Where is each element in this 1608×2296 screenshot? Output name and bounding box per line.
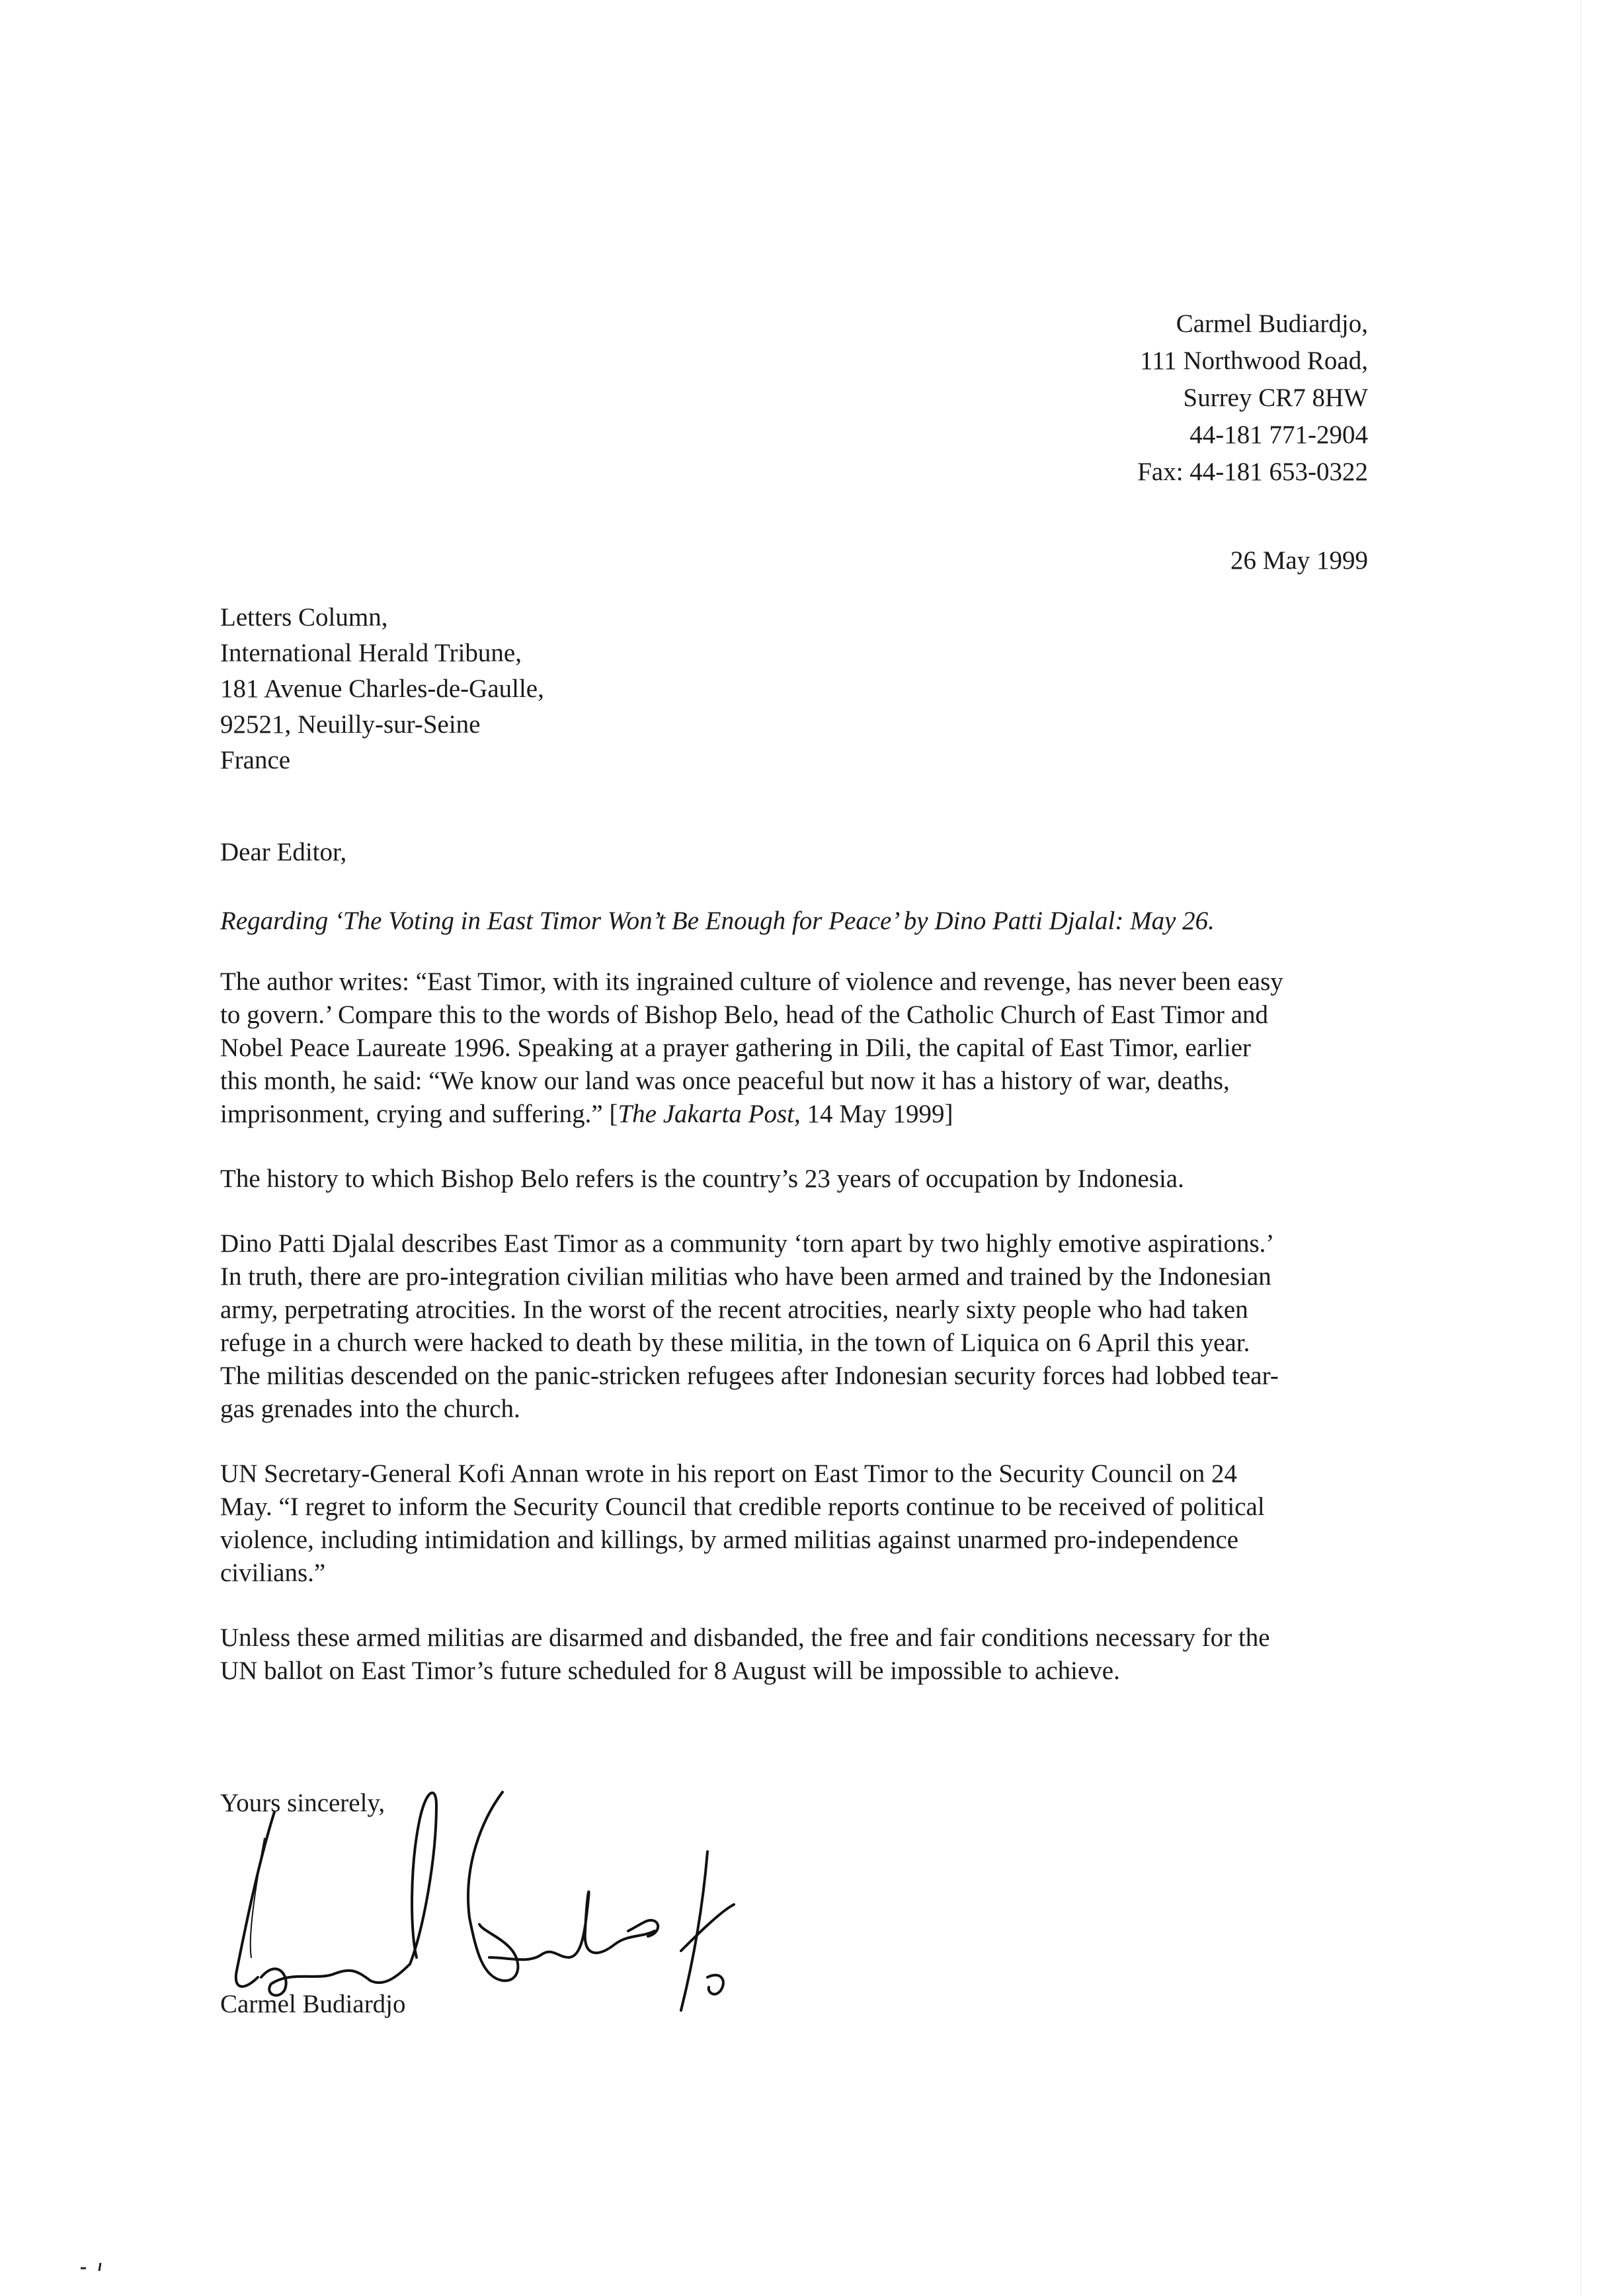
- body-line: [220, 1098, 1371, 1131]
- body-line: refuge in a church were hacked to death by these militia, in the town of Liquica on 6 April this year.: [220, 1329, 1250, 1357]
- sender-name: Carmel Budiardjo,: [1176, 309, 1368, 338]
- body-line: UN ballot on East Timor’s future scheduled for 8 August will be impossible to achieve.: [220, 1657, 1120, 1685]
- paragraph-5: [220, 1621, 1371, 1688]
- closing: Yours sincerely,: [220, 1789, 385, 1817]
- body-line: UN Secretary-General Kofi Annan wrote in his report on East Timor to the Security Council on 24: [220, 1459, 1238, 1488]
- body-text: imprisonment, crying and suffering.” [: [220, 1100, 618, 1128]
- body-line: The militias descended on the panic-stricken refugees after Indonesian security forces had lobbed tear-: [220, 1362, 1279, 1390]
- body-line: violence, including intimidation and killings, by armed militias against unarmed pro-independence: [220, 1526, 1239, 1554]
- body-line: Unless these armed militias are disarmed and disbanded, the free and fair conditions necessary for the: [220, 1623, 1270, 1652]
- recipient-line-5: France: [220, 746, 291, 774]
- page-edge: [1580, 0, 1582, 2296]
- body-line: to govern.’ Compare this to the words of Bishop Belo, head of the Catholic Church of East Timor and: [220, 1001, 1269, 1029]
- sender-city: Surrey CR7 8HW: [1183, 384, 1368, 412]
- paragraph-1: [220, 965, 1371, 1131]
- recipient-line-4: 92521, Neuilly-sur-Seine: [220, 710, 481, 739]
- citation-title: The Jakarta Post,: [618, 1100, 801, 1128]
- salutation: Dear Editor,: [220, 838, 347, 866]
- sender-phone: 44-181 771-2904: [1189, 421, 1368, 449]
- body-line: Nobel Peace Laureate 1996. Speaking at a prayer gathering in Dili, the capital of East Timor, earlier: [220, 1034, 1251, 1062]
- paragraph-2: [220, 1163, 1371, 1196]
- body-line: army, perpetrating atrocities. In the worst of the recent atrocities, nearly sixty people who had taken: [220, 1295, 1248, 1324]
- body-line: In truth, there are pro-integration civilian militias who have been armed and trained by the Indonesian: [220, 1262, 1271, 1291]
- body-text: 14 May 1999]: [800, 1100, 953, 1128]
- body-line: May. “I regret to inform the Security Council that credible reports continue to be received of political: [220, 1493, 1265, 1521]
- recipient-line-1: Letters Column,: [220, 603, 388, 632]
- body-line: The history to which Bishop Belo refers is the country’s 23 years of occupation by Indonesia.: [220, 1165, 1184, 1193]
- signer-name: Carmel Budiardjo: [220, 1990, 406, 2018]
- body-line: this month, he said: “We know our land was once peaceful but now it has a history of war, deaths,: [220, 1067, 1230, 1095]
- sender-fax: Fax: 44-181 653-0322: [1137, 458, 1368, 486]
- paragraph-3: [220, 1227, 1371, 1426]
- body-line: civilians.”: [220, 1559, 326, 1587]
- body-line: gas grenades into the church.: [220, 1395, 520, 1423]
- scan-mark-icon: [79, 2260, 106, 2274]
- letter-body: [220, 965, 1371, 1719]
- body-line: The author writes: “East Timor, with its ingrained culture of violence and revenge, has never been easy: [220, 967, 1283, 996]
- regarding-line: Regarding ‘The Voting in East Timor Won’t Be Enough for Peace’ by Dino Patti Djalal: May 26.: [220, 907, 1215, 935]
- recipient-address: [220, 600, 544, 778]
- letter-date: 26 May 1999: [1230, 546, 1368, 575]
- recipient-line-3: 181 Avenue Charles-de-Gaulle,: [220, 675, 544, 703]
- paragraph-4: [220, 1457, 1371, 1590]
- body-line: Dino Patti Djalal describes East Timor as a community ‘torn apart by two highly emotive aspirations.’: [220, 1229, 1275, 1258]
- sender-address: [1137, 306, 1368, 491]
- sender-street: 111 Northwood Road,: [1140, 347, 1368, 375]
- recipient-line-2: International Herald Tribune,: [220, 639, 522, 667]
